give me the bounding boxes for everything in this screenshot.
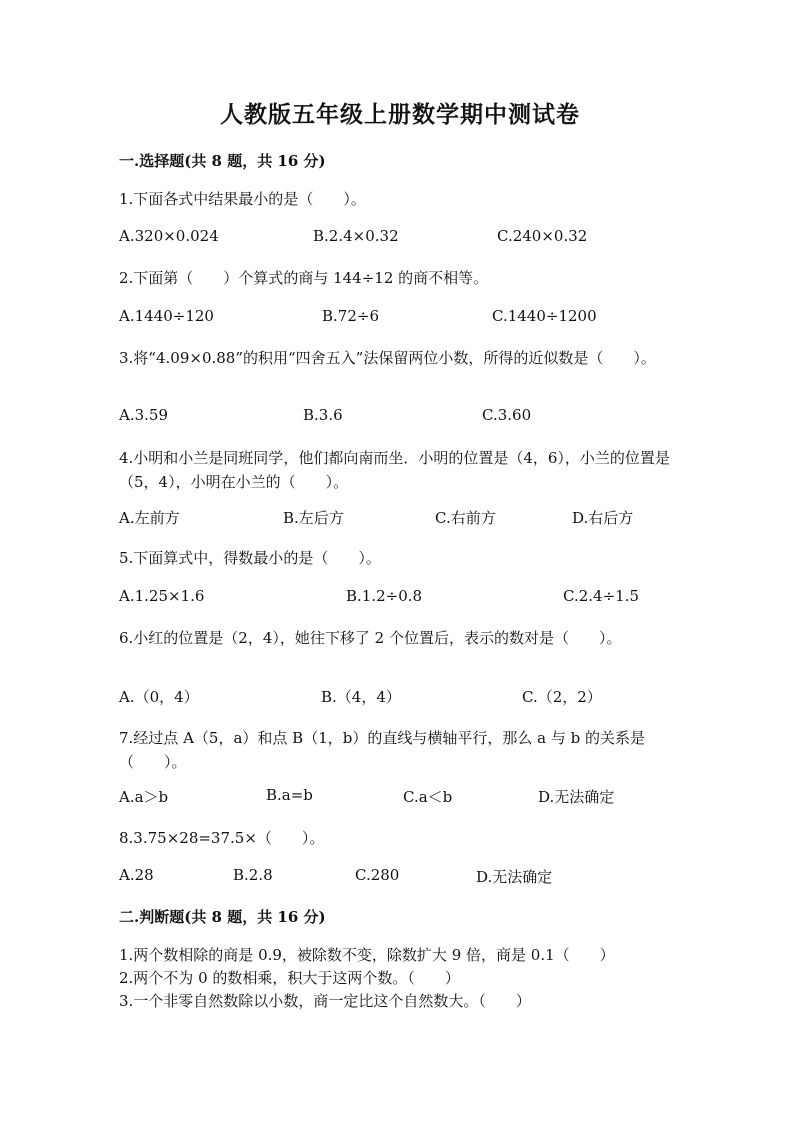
question-options — [0, 587, 800, 611]
question-stem: 7.经过点 A（5，a）和点 B（1，b）的直线与横轴平行，那么 a 与 b 的关系是（ ）。 — [119, 729, 645, 771]
question-stem: 6.小红的位置是（2，4），她往下移了 2 个位置后，表示的数对是（ ）。 — [119, 629, 622, 647]
option-c: C.2.4÷1.5 — [563, 587, 639, 605]
option-a: A.320×0.024 — [119, 227, 219, 245]
judge-question: 3.一个非零自然数除以小数，商一定比这个自然数大。（ ） — [119, 992, 531, 1010]
question-options — [0, 786, 800, 810]
option-a: A.3.59 — [119, 406, 168, 424]
option-a: A.a＞b — [119, 788, 169, 806]
judge-question: 1.两个数相除的商是 0.9，被除数不变，除数扩大 9 倍，商是 0.1（ ） — [119, 946, 615, 964]
option-b: B.左后方 — [283, 509, 344, 527]
option-d: D.无法确定 — [538, 788, 615, 806]
option-b: B.a=b — [266, 786, 313, 804]
question-options — [0, 227, 800, 251]
option-b: B.72÷6 — [322, 307, 379, 325]
option-c: C.右前方 — [435, 509, 496, 527]
option-b: B.2.8 — [233, 866, 273, 884]
question-stem: 1.下面各式中结果最小的是（ ）。 — [119, 190, 366, 208]
option-c: C.a＜b — [403, 788, 453, 806]
question-options — [0, 866, 800, 890]
question-stem: 2.下面第（ ）个算式的商与 144÷12 的商不相等。 — [119, 269, 489, 287]
option-d: D.右后方 — [572, 509, 634, 527]
question-stem: 8.3.75×28=37.5×（ ）。 — [119, 829, 325, 847]
option-a: A.1.25×1.6 — [119, 587, 205, 605]
page-title: 人教版五年级上册数学期中测试卷 — [220, 101, 580, 128]
question-options — [0, 406, 800, 430]
judge-question: 2.两个不为 0 的数相乘，积大于这两个数。（ ） — [119, 969, 460, 987]
question-stem: 3.将“4.09×0.88”的积用“四舍五入”法保留两位小数，所得的近似数是（ ）。 — [119, 349, 656, 367]
question-stem: 5.下面算式中，得数最小的是（ ）。 — [119, 549, 381, 567]
question-options — [0, 507, 800, 531]
option-b: B.1.2÷0.8 — [346, 587, 423, 605]
option-c: C.1440÷1200 — [492, 307, 597, 325]
option-b: B.3.6 — [303, 406, 343, 424]
option-c: C.240×0.32 — [497, 227, 588, 245]
question-options — [0, 686, 800, 710]
option-a: A.28 — [119, 866, 154, 884]
question-stem: 4.小明和小兰是同班同学，他们都向南而坐．小明的位置是（4，6），小兰的位置是（5，4），小明在小兰的（ ）。 — [119, 449, 670, 491]
option-b: B.（4，4） — [321, 688, 401, 706]
option-a: A.左前方 — [119, 509, 180, 527]
section-heading-choice: 一.选择题(共 8 题，共 16 分) — [119, 152, 326, 170]
option-a: A.1440÷120 — [119, 307, 214, 325]
option-c: C.280 — [355, 866, 400, 884]
section-heading-judge: 二.判断题(共 8 题，共 16 分) — [119, 908, 326, 926]
option-d: D.无法确定 — [476, 868, 553, 886]
option-b: B.2.4×0.32 — [313, 227, 399, 245]
option-c: C.3.60 — [482, 406, 532, 424]
option-a: A.（0，4） — [119, 688, 199, 706]
option-c: C.（2，2） — [522, 688, 602, 706]
question-options — [0, 307, 800, 331]
